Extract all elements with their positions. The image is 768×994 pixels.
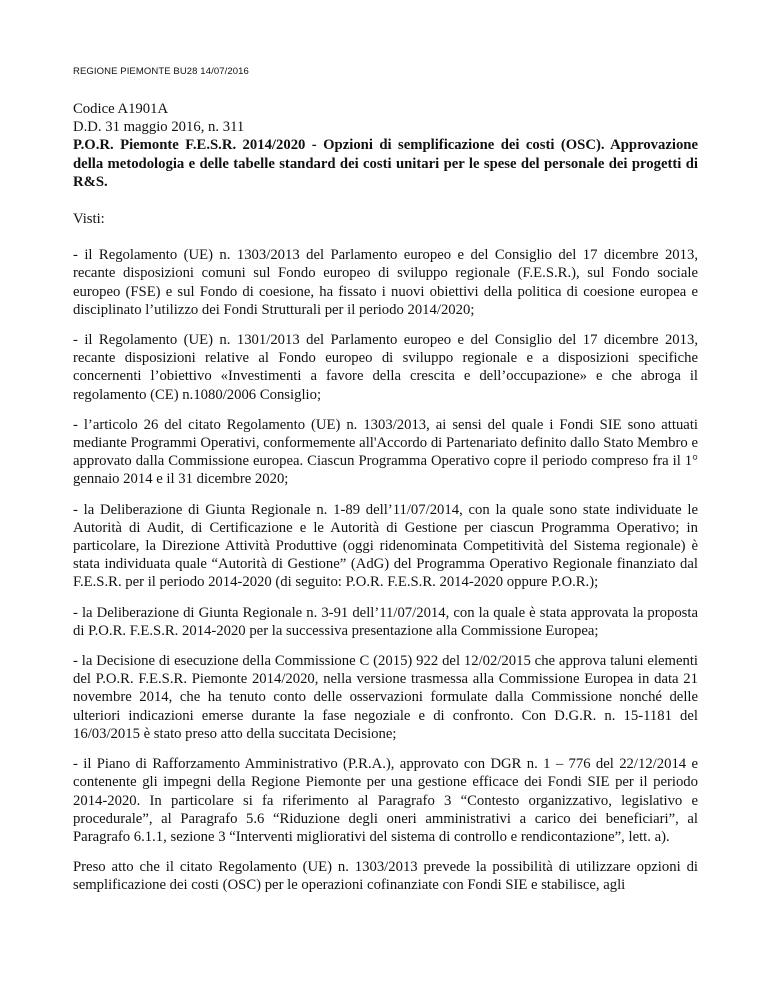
running-header: REGIONE PIEMONTE BU28 14/07/2016 — [73, 66, 249, 77]
paragraph: Preso atto che il citato Regolamento (UE) n. 1303/2013 prevede la possibilità di utilizzare opzioni di semplificazione dei costi (OSC) per le operazioni cofinanziate con Fondi SIE e stabilisce, agli — [73, 859, 698, 894]
paragraph: - il Regolamento (UE) n. 1301/2013 del Parlamento europeo e del Consiglio del 17 dicembre 2013, recante disposizioni relative al Fondo europeo di sviluppo regionale e a disposizioni specifiche concernenti l’obiettivo «Investimenti a favore della crescita e dell’occupazione» e che abroga il regolamento (CE) n.1080/2006 Consiglio; — [73, 332, 698, 403]
determination-number: D.D. 31 maggio 2016, n. 311 — [73, 119, 245, 136]
document-code: Codice A1901A — [73, 101, 169, 117]
document-body — [73, 100, 698, 895]
paragraph: - l’articolo 26 del citato Regolamento (UE) n. 1303/2013, ai sensi del quale i Fondi SIE sono attuati mediante Programmi Operativi, conformemente all'Accordo di Partenariato definito dallo Stato Membro e approvato dalla Commissione europea. Ciascun Programma Operativo copre il periodo compreso fra il 1° gennaio 2014 e il 31 dicembre 2020; — [73, 416, 698, 488]
paragraph: - la Deliberazione di Giunta Regionale n. 3-91 dell’11/07/2014, con la quale è stata approvata la proposta di P.O.R. F.E.S.R. 2014-2020 per la successiva presentazione alla Commissione Europea; — [73, 604, 698, 639]
paragraph: - la Decisione di esecuzione della Commissione C (2015) 922 del 12/02/2015 che approva taluni elementi del P.O.R. F.E.S.R. Piemonte 2014/2020, nella versione trasmessa alla Commissione Europea in data 21 novembre 2014, che ha tenuto conto delle osservazioni formulate dalla Commissione nonché delle ulteriori indicazioni emerse durante la fase negoziale e di confronto. Con D.G.R. n. 15-1181 del 16/03/2015 è stato preso atto della succitata Decisione; — [73, 653, 698, 742]
paragraph: - il Piano di Rafforzamento Amministrativo (P.R.A.), approvato con DGR n. 1 – 776 del 22/12/2014 e contenente gli impegni della Regione Piemonte per una gestione efficace dei Fondi SIE per il periodo 2014-2020. In particolare si fa riferimento al Paragrafo 3 “Contesto organizzativo, legislativo e procedurale”, al Paragrafo 5.6 “Riduzione degli oneri amministrativi a carico dei beneficiari”, al Paragrafo 6.1.1, sezione 3 “Interventi migliorativi del sistema di controllo e rendicontazione”, lett. a). — [73, 756, 698, 845]
visti-label: Visti: — [73, 211, 105, 228]
paragraph: - la Deliberazione di Giunta Regionale n. 1-89 dell’11/07/2014, con la quale sono state individuate le Autorità di Audit, di Certificazione e le Autorità di Gestione per ciascun Programma Operativo; in particolare, la Direzione Attività Produttive (oggi ridenominata Competitività del Sistema regionale) è stata individuata quale “Autorità di Gestione” (AdG) del Programma Operativo Regionale finanziato dal F.E.S.R. per il periodo 2014-2020 (di seguito: P.O.R. F.E.S.R. 2014-2020 oppure P.O.R.); — [73, 501, 698, 591]
paragraph: - il Regolamento (UE) n. 1303/2013 del Parlamento europeo e del Consiglio del 17 dicembre 2013, recante disposizioni comuni sul Fondo europeo di sviluppo regionale (F.E.S.R.), sul Fondo sociale europeo (FSE) e sul Fondo di coesione, ha fissato i nuovi obiettivi della politica di coesione europea e disciplinato l’utilizzo dei Fondi Strutturali per il periodo 2014/2020; — [73, 247, 698, 318]
document-title: P.O.R. Piemonte F.E.S.R. 2014/2020 - Opzioni di semplificazione dei costi (OSC). Approvazione della metodologia e delle tabelle standard dei costi unitari per le spese del personale dei progetti di R&S. — [73, 137, 698, 190]
